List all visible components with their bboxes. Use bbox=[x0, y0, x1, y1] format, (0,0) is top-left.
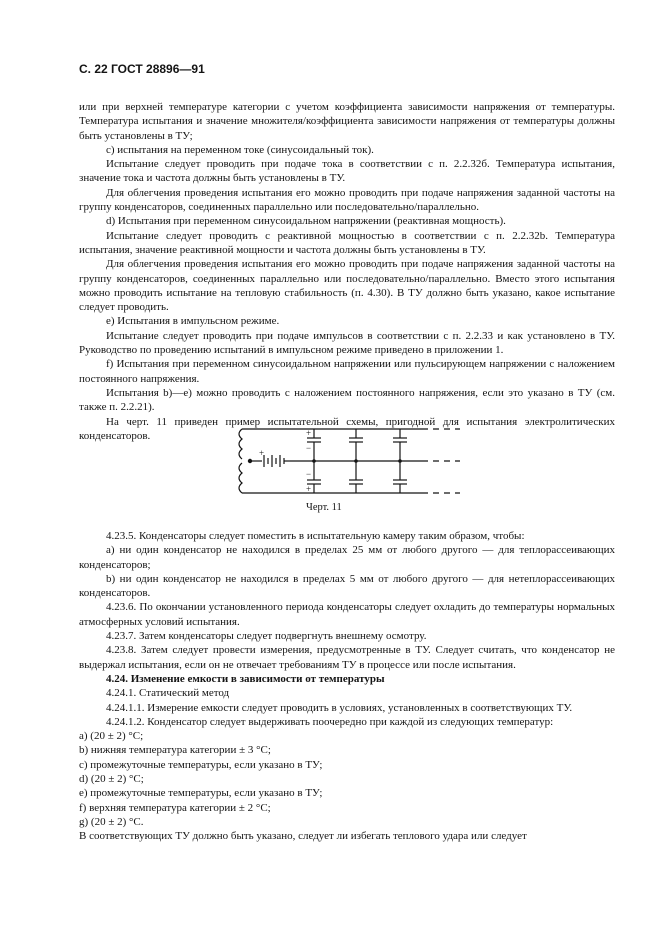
paragraph: 4.24.1.1. Измерение емкости следует проводить в условиях, установленных в соответствующих ТУ. bbox=[106, 701, 573, 714]
inductor-coil bbox=[239, 429, 242, 459]
polarity-plus-label: + bbox=[306, 428, 312, 438]
battery-plus-label: + bbox=[259, 448, 265, 458]
polarity-minus-label: − bbox=[306, 443, 312, 453]
junction-dot bbox=[354, 459, 358, 463]
paragraph: На черт. 11 приведен пример испытательной схемы, пригодной для испытания электролитических конденсаторов. bbox=[79, 415, 615, 442]
list-item: с) промежуточные температуры, если указано в ТУ; bbox=[79, 758, 323, 771]
figure-caption: Черт. 11 bbox=[306, 502, 342, 513]
list-item: g) (20 ± 2) °С. bbox=[79, 815, 144, 828]
paragraph: 4.23.8. Затем следует провести измерения, предусмотренные в ТУ. Следует считать, что конденсатор не выдержал испытания, если он не отвечает требованиям ТУ в процессе или после испытания. bbox=[79, 644, 615, 671]
paragraph: Для облегчения проведения испытания его можно проводить при подаче напряжения заданной частоты на группу конденсаторов, соединенных параллельно или последовательно/параллельно. bbox=[79, 186, 615, 214]
section-heading: 4.24. Изменение емкости в зависимости от температуры bbox=[106, 672, 385, 685]
paragraph: или при верхней температуре категории с учетом коэффициента зависимости напряжения от температуры. Температура испытания и значение множителя/коэффициента зависимости напряжения от температуры должны быть установлены в ТУ; bbox=[79, 101, 615, 142]
junction-dot bbox=[248, 459, 251, 462]
list-item: а) ни один конденсатор не находился в пределах 25 мм от любого другого — для теплорассеивающих конденсаторов; bbox=[79, 544, 615, 571]
page-header: С. 22 ГОСТ 28896—91 bbox=[79, 62, 205, 76]
list-item: d) (20 ± 2) °С; bbox=[79, 773, 144, 786]
list-item: b) нижняя температура категории ± 3 °С; bbox=[79, 744, 271, 757]
paragraph: Испытания b)—е) можно проводить с наложением постоянного напряжения, если это указано в ТУ (см. также п. 2.2.21). bbox=[79, 386, 615, 414]
paragraph: 4.24.1.2. Конденсатор следует выдерживать поочередно при каждой из следующих температур: bbox=[106, 715, 554, 728]
text-block-top bbox=[79, 100, 615, 443]
list-item: а) (20 ± 2) °С; bbox=[79, 730, 144, 743]
inductor-coil bbox=[239, 463, 242, 493]
paragraph: Испытание следует проводить с реактивной мощностью в соответствии с п. 2.2.32b. Температура испытания, значение реактивной мощности и частота должны быть установлены в ТУ. bbox=[79, 229, 615, 256]
paragraph: 4.23.6. По окончании установленного периода конденсаторы следует охладить до температуры нормальных атмосферных условий испытания. bbox=[79, 601, 615, 628]
list-item: d) Испытания при переменном синусоидальном напряжении (реактивная мощность). bbox=[106, 215, 506, 228]
paragraph: 4.23.7. Затем конденсаторы следует подвергнуть внешнему осмотру. bbox=[106, 630, 427, 643]
list-item: с) испытания на переменном токе (синусоидальный ток). bbox=[106, 143, 374, 156]
list-item: b) ни один конденсатор не находился в пределах 5 мм от любого другого — для нетеплорассеивающих конденсаторов. bbox=[79, 572, 615, 600]
junction-dot bbox=[398, 459, 402, 463]
list-item: f) Испытания при переменном синусоидальном напряжении или пульсирующем напряжении с наложением постоянного напряжения. bbox=[79, 358, 615, 385]
paragraph: Испытание следует проводить при подаче тока в соответствии с п. 2.2.32б. Температура испытания, значение тока и частота должны быть установлены в ТУ. bbox=[79, 158, 615, 185]
subsection-heading: 4.24.1. Статический метод bbox=[106, 687, 230, 700]
text-block-bottom bbox=[79, 529, 615, 844]
paragraph: Для облегчения проведения испытания его можно проводить при подаче напряжения заданной частоты на группу конденсаторов, соединенных параллельно или последовательно/параллельно. Вместо этого испытания можно проводить испытание на тепловую стабильность (п. 4.30). В ТУ должно быть указано, какое испытание следует проводить. bbox=[79, 258, 615, 314]
test-circuit-diagram bbox=[232, 424, 462, 498]
list-item: f) верхняя температура категории ± 2 °С; bbox=[79, 801, 271, 814]
paragraph: В соответствующих ТУ должно быть указано, следует ли избегать теплового удара или следует bbox=[79, 830, 527, 843]
paragraph: Испытание следует проводить при подаче импульсов в соответствии с п. 2.2.33 и как установлено в ТУ. Руководство по проведению испытаний в импульсном режиме приведено в приложении 1. bbox=[79, 329, 615, 357]
paragraph: 4.23.5. Конденсаторы следует поместить в испытательную камеру таким образом, чтобы: bbox=[106, 530, 525, 542]
list-item: е) промежуточные температуры, если указано в ТУ; bbox=[79, 787, 323, 800]
polarity-minus-label: − bbox=[306, 469, 312, 479]
list-item: е) Испытания в импульсном режиме. bbox=[106, 315, 280, 328]
polarity-plus-label: + bbox=[306, 484, 312, 494]
junction-dot bbox=[312, 459, 316, 463]
